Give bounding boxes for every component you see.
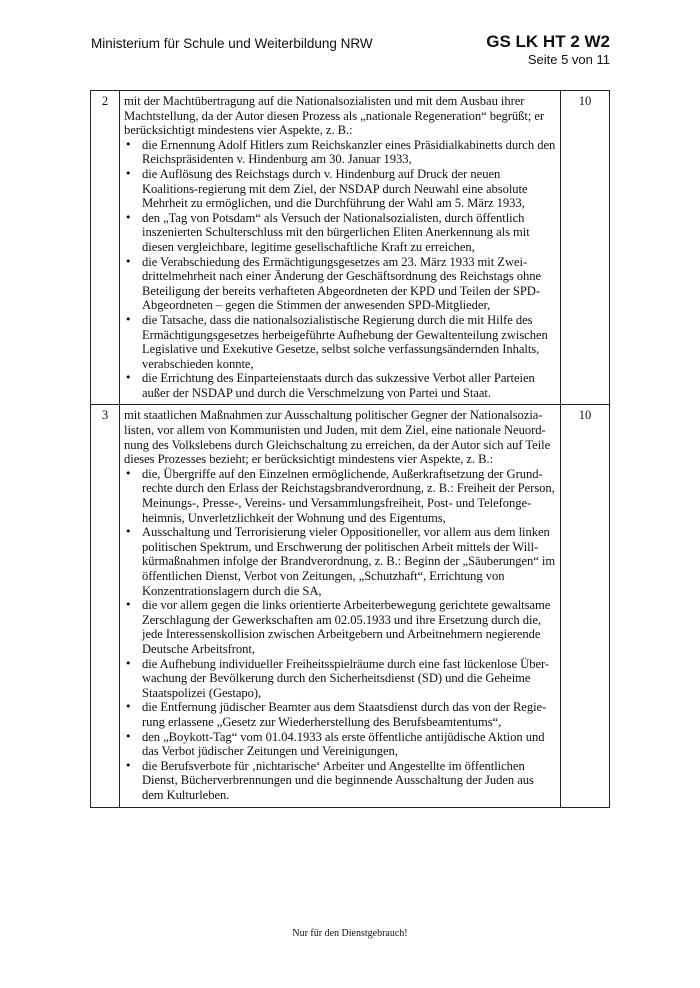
- ministry-name: Ministerium für Schule und Weiterbildung NRW: [91, 36, 373, 51]
- bullet-icon: •: [125, 254, 132, 268]
- list-item-text: den „Boykott-Tag“ vom 01.04.1933 als erste öffentliche antijüdische Aktion und das Verbot jüdischer Zeitungen und Vereinigungen,: [142, 729, 545, 759]
- bullet-icon: •: [125, 598, 132, 612]
- list-item-text: die Berufsverbote für ‚nichtarische‘ Arbeiter und Angestellte im öffentlichen Dienst, Bücherverbrennungen und die beginnende Ausschaltung der Juden aus dem Kulturleben.: [142, 758, 534, 802]
- bullet-icon: •: [125, 525, 132, 539]
- list-item: [124, 525, 556, 598]
- bullet-icon: •: [125, 371, 132, 385]
- list-item-text: die Entfernung jüdischer Beamter aus dem Staatsdienst durch das von der Regie-rung erlassene „Gesetz zur Wiederherstellung des Berufsbeamtentums“,: [142, 700, 547, 729]
- list-item: [124, 167, 556, 211]
- aspect-list: [124, 138, 556, 401]
- assessment-table: [90, 90, 610, 808]
- row-number: 2: [91, 91, 120, 405]
- footer-note: Nur für den Dienstgebrauch!: [292, 928, 408, 939]
- list-item: [124, 730, 556, 759]
- list-item-text: die, Übergriffe auf den Einzelnen ermöglichende, Außerkraftsetzung der Grund-rechte durch den Erlass der Reichstagsbrandverordnung, z. B.: Freiheit der Person, Meinungs-, Presse-, Vereins- und Versammlungsfreiheit, Post- und Telefonge-heimnis, Unverletzlichkeit der Wohnung und des Eigentums,: [142, 466, 555, 525]
- list-item: [124, 138, 556, 167]
- bullet-icon: •: [125, 758, 132, 772]
- list-item: [124, 313, 556, 371]
- bullet-icon: •: [125, 166, 132, 180]
- page-number: Seite 5 von 11: [527, 52, 610, 67]
- bullet-icon: •: [125, 312, 132, 326]
- bullet-icon: •: [125, 466, 132, 480]
- row-points: 10: [561, 91, 610, 405]
- row-content: [120, 405, 561, 807]
- list-item-text: die Ernennung Adolf Hitlers zum Reichskanzler eines Präsidialkabinetts durch den Reichspräsidenten v. Hindenburg am 30. Januar 1933,: [142, 137, 556, 167]
- bullet-icon: •: [125, 210, 132, 224]
- row-intro: mit staatlichen Maßnahmen zur Ausschaltung politischer Gegner der Nationalsozia-listen, vor allem von Kommunisten und Juden, mit dem Ziel, eine nationale Neuord-nung des Volkslebens durch Gleichschaltung zu erreichen, da der Autor sich auf Teile dieses Prozesses bezieht; er berücksichtigt mindestens vier Aspekte, z. B.:: [124, 408, 551, 467]
- list-item-text: die Verabschiedung des Ermächtigungsgesetzes am 23. März 1933 mit Zwei-drittelmehrheit nach einer Änderung der Geschäftsordnung des Reichstags ohne Beteiligung der bereits verhafteten Abgeordneten der KPD und Teilen der SPD-Abgeordneten – gegen die Stimmen der anwesenden SPD-Mitglieder,: [142, 254, 542, 313]
- bullet-icon: •: [125, 700, 132, 714]
- list-item-text: die Errichtung des Einparteienstaats durch das sukzessive Verbot aller Parteien außer der NSDAP und durch die Verschmelzung von Partei und Staat.: [142, 371, 535, 400]
- aspect-list: [124, 467, 556, 803]
- row-content: [120, 91, 561, 405]
- table-row: [91, 405, 610, 807]
- list-item-text: die Tatsache, dass die nationalsozialistische Regierung durch die mit Hilfe des Ermächtigungsgesetzes herbeigeführte Aufhebung der Gewaltenteilung zwischen Legislative und Exekutive Gesetze, selbst solche verfassungsändernden Inhalts, verabschieden konnte,: [142, 312, 548, 371]
- table-row: [91, 91, 610, 405]
- list-item: [124, 255, 556, 313]
- list-item: [124, 371, 556, 400]
- bullet-icon: •: [125, 137, 132, 151]
- list-item: [124, 598, 556, 656]
- row-intro: mit der Machtübertragung auf die Nationalsozialisten und mit dem Ausbau ihrer Machtstellung, da der Autor diesen Prozess als „nationale Regeneration“ begrüßt; er berücksichtigt mindestens vier Aspekte, z. B.:: [124, 94, 545, 138]
- row-number: 3: [91, 405, 120, 807]
- exam-code: GS LK HT 2 W2: [486, 32, 610, 51]
- list-item: [124, 211, 556, 255]
- document-header: [486, 32, 610, 67]
- bullet-icon: •: [125, 729, 132, 743]
- list-item-text: Ausschaltung und Terrorisierung vieler Oppositioneller, vor allem aus dem linken politischen Spektrum, und Erschwerung der politischen Arbeit mittels der Will-kürmaßnahmen infolge der Brandverordnung, z. B.: Beginn der „Säuberungen“ im öffentlichen Dienst, Verbot von Zeitungen, „Schutzhaft“, Errichtung von Konzentrationslagern durch die SA,: [142, 525, 556, 598]
- list-item-text: die Auflösung des Reichstags durch v. Hindenburg auf Druck der neuen Koalitions-regierung mit dem Ziel, der NSDAP durch Neuwahl eine absolute Mehrheit zu ermöglichen, und die Durchführung der Wahl am 5. März 1933,: [142, 166, 528, 211]
- list-item-text: die vor allem gegen die links orientierte Arbeiterbewegung gerichtete gewaltsame Zerschlagung der Gewerkschaften am 02.05.1933 und ihre Ersetzung durch die, jede Interessenskollision zwischen Arbeitgebern und Arbeitnehmern negierende Deutsche Arbeitsfront,: [142, 598, 551, 656]
- list-item-text: die Aufhebung individueller Freiheitsspielräume durch eine fast lückenlose Über-wachung der Bevölkerung durch den Sicherheitsdienst (SD) und die Geheime Staatspolizei (Gestapo),: [142, 656, 550, 700]
- list-item-text: den „Tag von Potsdam“ als Versuch der Nationalsozialisten, durch öffentlich inszenierten Schulterschluss mit den bürgerlichen Eliten Anerkennung als mit diesen vergleichbare, legitime gesellschaftliche Kraft zu erreichen,: [142, 210, 530, 254]
- row-points: 10: [561, 405, 610, 807]
- list-item: [124, 759, 556, 803]
- list-item: [124, 467, 556, 525]
- list-item: [124, 700, 556, 729]
- bullet-icon: •: [125, 656, 132, 670]
- list-item: [124, 657, 556, 701]
